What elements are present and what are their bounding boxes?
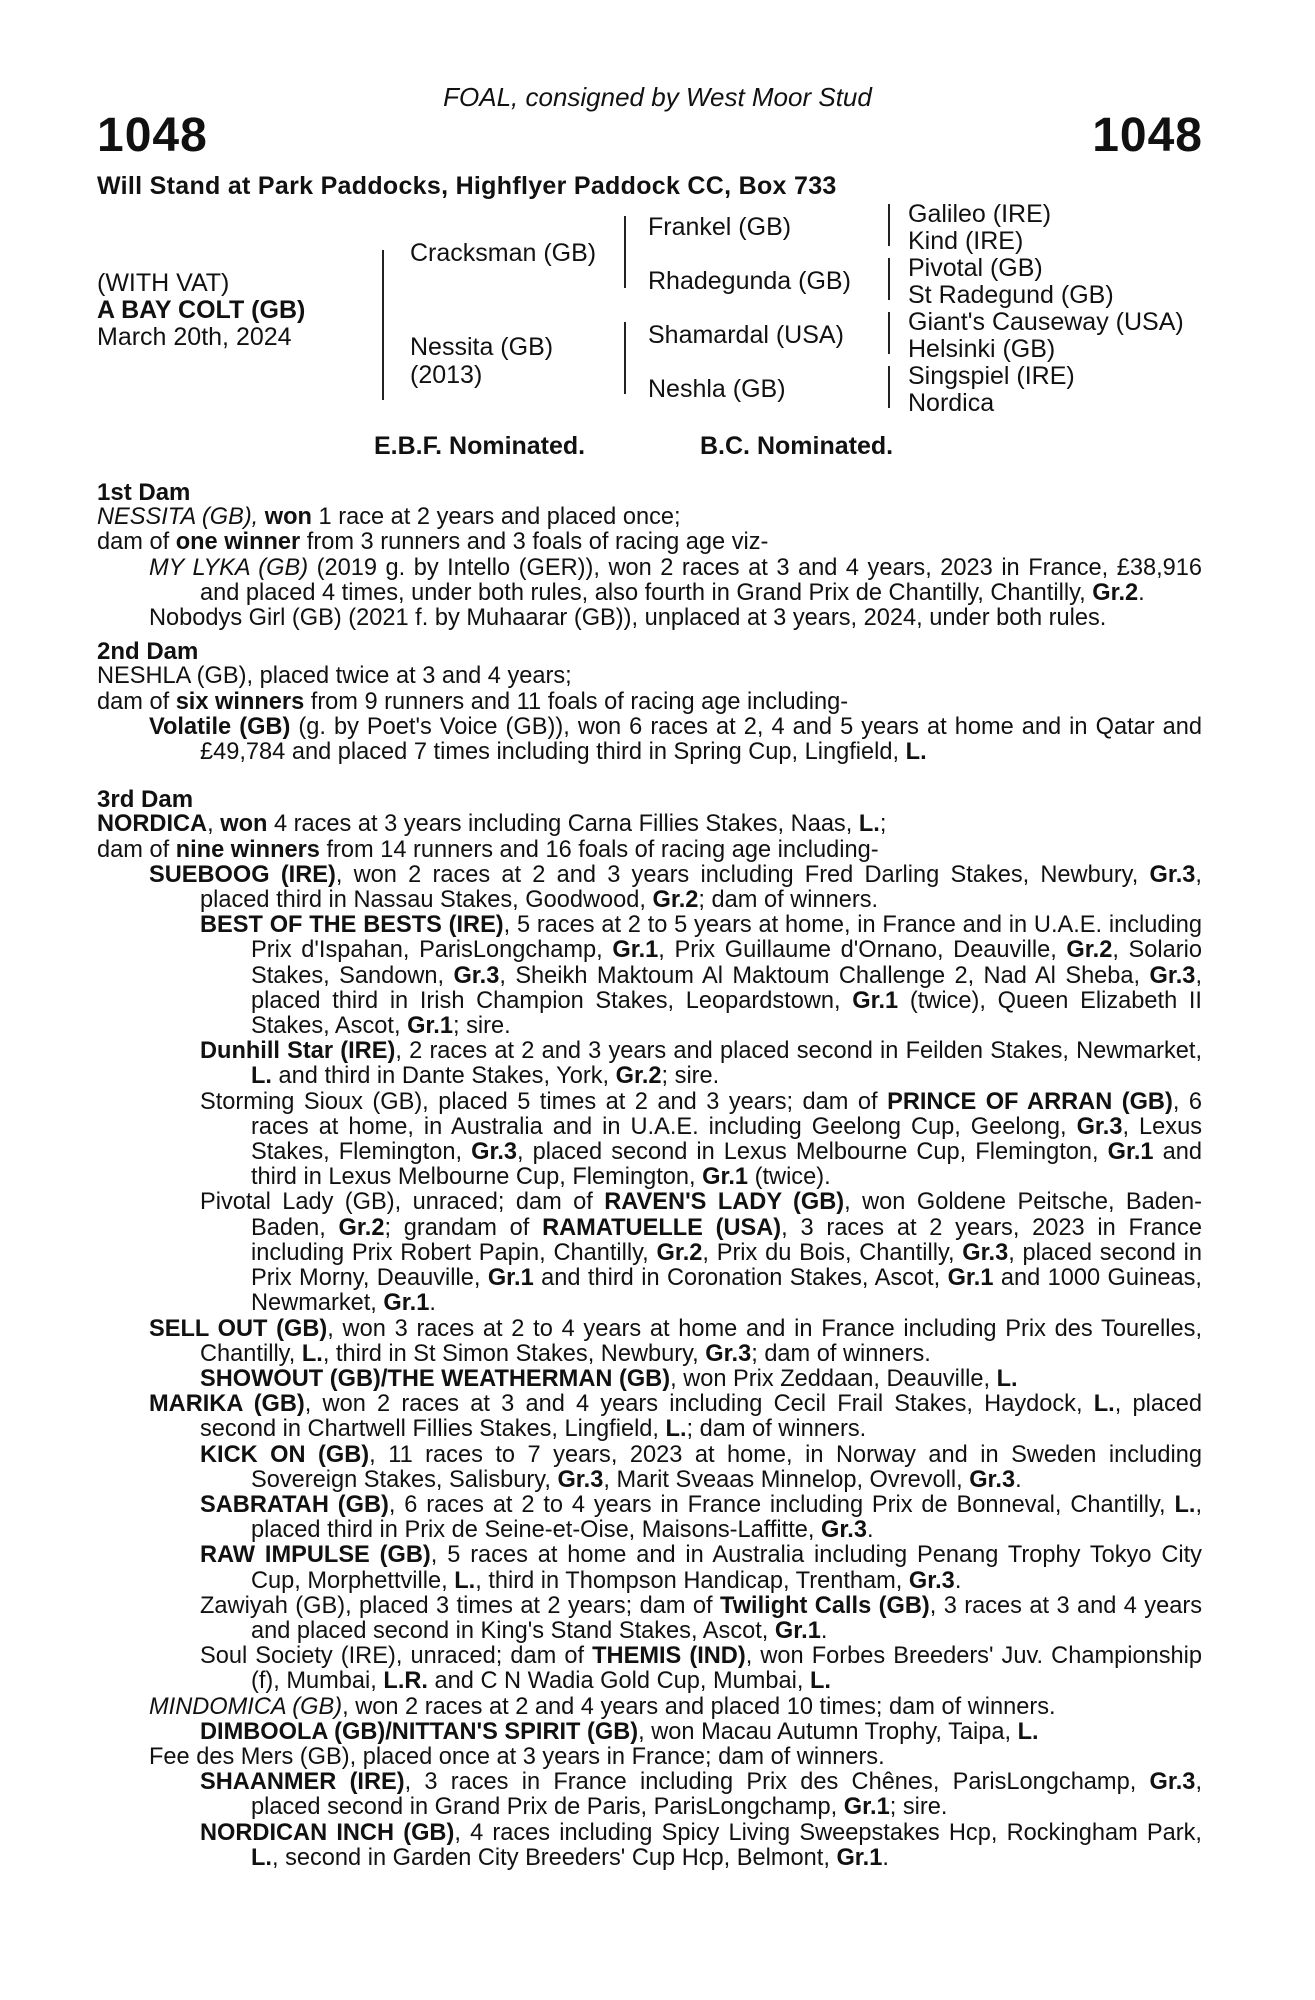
sd-brace — [888, 258, 890, 300]
entry-zawiyah: Zawiyah (GB), placed 3 times at 2 years; dam of Twilight Calls (GB), 3 races at 3 and 4 years and placed second in King's Stand Stakes, Ascot, Gr.1. — [200, 1592, 1203, 1644]
consignor-line: FOAL, consigned by West Moor Stud — [443, 82, 872, 112]
entry-showout: SHOWOUT (GB)/THE WEATHERMAN (GB), won Prix Zeddaan, Deauville, L. — [200, 1365, 1018, 1392]
entry-raw-impulse: RAW IMPULSE (GB), 5 races at home and in Australia including Penang Trophy Tokyo City Cup, Morphettville, L., third in Thompson Handicap, Trentham, Gr.3. — [200, 1542, 1202, 1594]
pedigree-brace — [382, 250, 384, 400]
dsd: Helsinki (GB) — [908, 335, 1056, 363]
dam-year: (2013) — [410, 361, 483, 389]
entry-fee-des-mers: Fee des Mers (GB), placed once at 3 years in France; dam of winners. — [149, 1743, 885, 1770]
dam-brace — [624, 322, 626, 394]
produce-my-lyka: MY LYKA (GB) (2019 g. by Intello (GER)), won 2 races at 3 and 4 years, 2023 in France, £38,916 and placed 4 times, under both rules, also fourth in Grand Prix de Chantilly, Chantilly, Gr.2. — [149, 554, 1203, 606]
second-dam-heading: 2nd Dam — [97, 638, 199, 666]
stand-location: Will Stand at Park Paddocks, Highflyer Paddock CC, Box 733 — [97, 172, 837, 200]
ssd: Kind (IRE) — [908, 227, 1024, 255]
entry-marika: MARIKA (GB), won 2 races at 3 and 4 years including Cecil Frail Stakes, Haydock, L., placed second in Chartwell Fillies Stakes, Lingfield, L.; dam of winners. — [149, 1391, 1202, 1443]
sire-sire: Frankel (GB) — [648, 213, 792, 241]
entry-sell-out: SELL OUT (GB), won 3 races at 2 to 4 years at home and in France including Prix des Tourelles, Chantilly, L., third in St Simon Stakes, Newbury, Gr.3; dam of winners. — [149, 1315, 1203, 1367]
dd-brace — [888, 366, 890, 408]
entry-sueboog: SUEBOOG (IRE), won 2 races at 2 and 3 years including Fred Darling Stakes, Newbury, Gr.3, placed third in Nassau Stakes, Goodwood, Gr.2; dam of winners. — [149, 861, 1202, 914]
vat-note: (WITH VAT) — [97, 269, 230, 297]
third-dam-heading: 3rd Dam — [97, 786, 194, 814]
second-dam-line: NESHLA (GB), placed twice at 3 and 4 years; — [97, 663, 572, 690]
entry-mindomica: MINDOMICA (GB), won 2 races at 2 and 4 years and placed 10 times; dam of winners. — [149, 1693, 1056, 1720]
entry-nordican-inch: NORDICAN INCH (GB), 4 races including Spicy Living Sweepstakes Hcp, Rockingham Park, L., second in Garden City Breeders' Cup Hcp, Belmont, Gr.1. — [200, 1819, 1202, 1871]
dds: Singspiel (IRE) — [908, 362, 1075, 390]
lot-number-right: 1048 — [1092, 109, 1203, 162]
first-dam-heading: 1st Dam — [97, 479, 191, 506]
sdd: St Radegund (GB) — [908, 281, 1114, 309]
dam-dam: Neshla (GB) — [648, 375, 786, 403]
horse-dob: March 20th, 2024 — [97, 323, 292, 351]
entry-soul-society: Soul Society (IRE), unraced; dam of THEMIS (IND), won Forbes Breeders' Juv. Championship (f), Mumbai, L.R. and C N Wadia Gold Cup, Mumbai, L. — [200, 1643, 1202, 1695]
third-dam-line: NORDICA, won 4 races at 3 years including Carna Fillies Stakes, Naas, L.; — [97, 811, 887, 838]
produce-nobodys-girl: Nobodys Girl (GB) (2021 f. by Muhaarar (GB)), unplaced at 3 years, 2024, under both rules. — [149, 605, 1107, 632]
ddd: Nordica — [908, 389, 995, 417]
entry-sabratah: SABRATAH (GB), 6 races at 2 to 4 years in France including Prix de Bonneval, Chantilly, L., placed third in Prix de Seine-et-Oise, Maisons-Laffitte, Gr.3. — [200, 1491, 1203, 1544]
dam: Nessita (GB) — [410, 333, 554, 361]
first-dam-line: NESSITA (GB), won 1 race at 2 years and placed once; — [97, 504, 681, 531]
sds: Pivotal (GB) — [908, 254, 1043, 282]
third-dam-produce: dam of nine winners from 14 runners and 16 foals of racing age including- — [97, 836, 879, 863]
first-dam-produce: dam of one winner from 3 runners and 3 foals of racing age viz- — [97, 529, 769, 556]
entry-best-of-the-bests: BEST OF THE BESTS (IRE), 5 races at 2 to 5 years at home, in France and in U.A.E. including Prix d'Ispahan, ParisLongchamp, Gr.1, Prix Guillaume d'Ornano, Deauville, Gr.2, Solario Stakes, Sandown, Gr.3, Sheikh Maktoum Al Maktoum Challenge 2, Nad Al Sheba, Gr.3, placed third in Irish Champion Stakes, Leopardstown, Gr.1 (twice), Queen Elizabeth II Stakes, Ascot, Gr.1; sire. — [200, 912, 1202, 1040]
sire: Cracksman (GB) — [410, 239, 597, 267]
sire-brace — [624, 216, 626, 288]
entry-pivotal-lady: Pivotal Lady (GB), unraced; dam of RAVEN'S LADY (GB), won Goldene Peitsche, Baden-Baden, Gr.2; grandam of RAMATUELLE (USA), 3 races at 2 years, 2023 in France including Prix Robert Papin, Chantilly, Gr.2, Prix du Bois, Chantilly, Gr.3, placed second in Prix Morny, Deauville, Gr.1 and third in Coronation Stakes, Ascot, Gr.1 and 1000 Guineas, Newmarket, Gr.1. — [200, 1189, 1203, 1317]
ds-brace — [888, 312, 890, 354]
dss: Giant's Causeway (USA) — [908, 308, 1184, 336]
ss-brace — [888, 204, 890, 246]
entry-storming-sioux: Storming Sioux (GB), placed 5 times at 2 and 3 years; dam of PRINCE OF ARRAN (GB), 6 races at home, in Australia and in U.A.E. including Geelong Cup, Geelong, Gr.3, Lexus Stakes, Flemington, Gr.3, placed second in Lexus Melbourne Cup, Flemington, Gr.1 and third in Lexus Melbourne Cup, Flemington, Gr.1 (twice). — [200, 1088, 1202, 1191]
produce-volatile: Volatile (GB) (g. by Poet's Voice (GB)), won 6 races at 2, 4 and 5 years at home and in Qatar and £49,784 and placed 7 times including third in Spring Cup, Lingfield, L. — [149, 713, 1203, 766]
ebf-nominated: E.B.F. Nominated. — [374, 432, 586, 460]
sire-dam: Rhadegunda (GB) — [648, 267, 851, 295]
entry-dimboola: DIMBOOLA (GB)/NITTAN'S SPIRIT (GB), won Macau Autumn Trophy, Taipa, L. — [200, 1718, 1039, 1745]
sss: Galileo (IRE) — [908, 200, 1052, 228]
entry-shaanmer: SHAANMER (IRE), 3 races in France including Prix des Chênes, ParisLongchamp, Gr.3, placed second in Grand Prix de Paris, ParisLongchamp, Gr.1; sire. — [200, 1769, 1202, 1821]
entry-dunhill-star: Dunhill Star (IRE), 2 races at 2 and 3 years and placed second in Feilden Stakes, Newmarket, L. and third in Dante Stakes, York, Gr.2; sire. — [200, 1038, 1202, 1090]
dam-sire: Shamardal (USA) — [648, 321, 844, 349]
entry-kick-on: KICK ON (GB), 11 races to 7 years, 2023 at home, in Norway and in Sweden including Sovereign Stakes, Salisbury, Gr.3, Marit Sveaas Minnelop, Ovrevoll, Gr.3. — [200, 1441, 1202, 1493]
horse-name: A BAY COLT (GB) — [97, 296, 306, 324]
bc-nominated: B.C. Nominated. — [700, 432, 894, 460]
lot-number-left: 1048 — [97, 109, 208, 162]
catalogue-body — [97, 480, 1202, 1871]
second-dam-produce: dam of six winners from 9 runners and 11 foals of racing age including- — [97, 688, 849, 715]
